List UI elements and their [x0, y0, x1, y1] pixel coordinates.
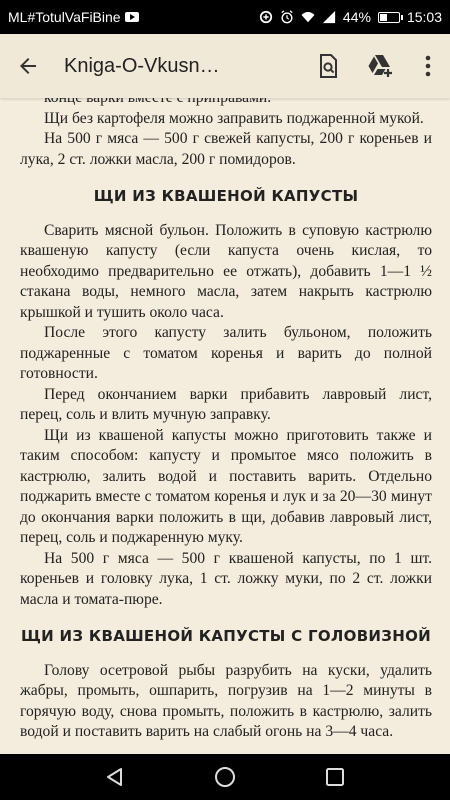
back-arrow-icon [16, 54, 40, 78]
home-circle-icon [214, 766, 236, 788]
back-button[interactable] [0, 34, 56, 98]
section-heading: ЩИ ИЗ КВАШЕНОЙ КАПУСТЫ С ГОЛОВИЗНОЙ [21, 627, 431, 645]
add-to-drive-icon [366, 53, 394, 79]
wifi-icon [301, 10, 315, 24]
status-right [259, 9, 442, 25]
signal-icon [322, 10, 336, 24]
paragraph: Щи без картофеля можно заправить поджаренной мукой. [44, 109, 424, 127]
more-vert-icon [425, 55, 431, 77]
battery-percent: 44% [342, 9, 371, 25]
document-page[interactable] [0, 98, 450, 754]
clock: 15:03 [406, 9, 442, 25]
add-to-drive-button[interactable] [354, 34, 406, 98]
more-options-button[interactable] [406, 34, 450, 98]
data-saver-icon [259, 10, 273, 24]
document-content [0, 88, 450, 743]
youtube-icon [125, 12, 139, 22]
alarm-icon [280, 10, 294, 24]
paragraph: После этого капусту залить бульоном, положить поджаренные с томатом коренья и варить до полной готовности. [20, 324, 432, 382]
status-left [8, 9, 259, 25]
paragraph: Сварить мясной бульон. Положить в суповую кастрюлю квашеную капусту (если капуста очень кислая, то необходимо предварительно ее отжать), добавить 1—1 ½ стакана воды, немного масла, затем накрыть кастрюлю крышкой и тушить около часа. [20, 221, 432, 321]
find-in-page-icon [316, 53, 340, 79]
navigation-bar [0, 754, 450, 800]
paragraph: На 500 г мяса — 500 г квашеной капусты, по 1 шт. кореньев и головку лука, 1 ст. ложку муки, по 2 ст. ложки масла и томата-пюре. [20, 549, 432, 608]
paragraph: Голову осетровой рыбы разрубить на куски, удалить жабры, промыть, ошпарить, погрузив на 1—2 минуты в горячую воду, снова промыть, положить в кастрюлю, залить водой и поставить варить на слабый огонь на 3—4 часа. [20, 661, 432, 740]
section-heading: ЩИ ИЗ КВАШЕНОЙ КАПУСТЫ [93, 187, 359, 205]
battery-icon [378, 12, 400, 23]
recents-square-icon [325, 767, 345, 787]
nav-recents-button[interactable] [315, 757, 355, 797]
paragraph: Перед окончанием варки прибавить лавровый лист, перец, соль и влить мучную заправку. [20, 385, 432, 423]
app-bar [0, 34, 450, 98]
nav-home-button[interactable] [205, 757, 245, 797]
battery-fill [380, 14, 387, 21]
back-triangle-icon [105, 767, 125, 787]
nav-back-button[interactable] [95, 757, 135, 797]
document-title: Kniga-O-Vkusn… [64, 54, 220, 77]
status-bar [0, 0, 450, 34]
find-in-page-button[interactable] [302, 34, 354, 98]
paragraph: На 500 г мяса — 500 г свежей капусты, 200 г кореньев и лука, 2 ст. ложки масла, 200 г помидоров. [20, 130, 432, 168]
paragraph: Щи из квашеной капусты можно приготовить также и таким способом: капусту и промытое мясо положить в кастрюлю, залить водой и поставить варить. Отдельно поджарить вместе с томатом коренья и лук и за 20—30 минут до окончания варки положить в щи, добавив лавровый лист, перец, соль и поджаренную муку. [20, 426, 432, 546]
carrier-name: ML#TotulVaFiBine [8, 9, 121, 25]
